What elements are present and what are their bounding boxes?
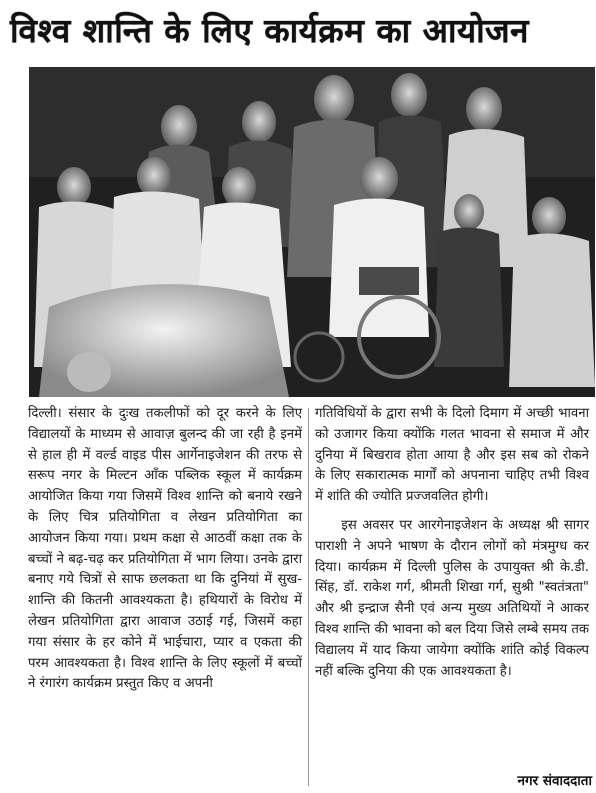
- article-paragraph: इस अवसर पर आरगेनाइजेशन के अध्यक्ष श्री सागर पाराशी ने अपने भाषण के दौरान लोगों को मंत्रमुग्ध कर दिया। कार्यक्रम में दिल्ली पुलिस के उपायुक्त श्री के.डी. सिंह, डॉ. राकेश गर्ग, श्रीमती शिखा गर्ग, सुश्री "स्वतंत्रता" और श्री इन्द्राज सैनी एवं अन्य मुख्य अतिथियों ने आकर विश्व शान्ति की भावना को बल दिया जिसे लम्बे समय तक विद्यालय में याद किया जायेगा क्योंकि शांति कोई विकल्प नहीं बल्कि दुनिया की एक आवश्यकता है।: [315, 517, 589, 679]
- article-column-left: [28, 404, 302, 695]
- article-paragraph: गतिविधियों के द्वारा सभी के दिलो दिमाग में अच्छी भावना को उजागर किया क्योंकि गलत भावना से समाज में और दुनिया में बिखराव होता आया है और इस सब को रोकने के लिए सकारात्मक मार्गों को अपनाना चाहिए तभी विश्व में शांति की ज्योति प्रज्जवलित होगी।: [315, 406, 589, 505]
- headline: विश्व शान्ति के लिए कार्यक्रम का आयोजन: [10, 11, 529, 50]
- article-paragraph: दिल्ली। संसार के दुःख तकलीफों को दूर करने के लिए विद्यालयों के माध्यम से आवाज़ बुलन्द की जा रही है इनमें से हाल ही में वर्ल्ड वाइड पीस आर्गेनाइजेशन की तरफ से सरूप नगर के मिल्टन आँक पब्लिक स्कूल में कार्यक्रम आयोजित किया गया जिसमें विश्व शान्ति को बनाये रखने के लिए चित्र प्रतियोगिता व लेखन प्रतियोगिता का आयोजन किया गया। प्रथम कक्षा से आठवीं कक्षा तक के बच्चों ने बढ़-चढ़ कर प्रतियोगिता में भाग लिया। उनके द्वारा बनाए गये चित्रों से साफ छलकता था कि दुनियां में सुख-शान्ति की कितनी आवश्यकता है। हथियारों के विरोध में लेखन प्रतियोगिता द्वारा आवाज उठाई गई, जिसमें कहा गया संसार के हर कोने में भाईचारा, प्यार व एकता की परम आवश्यकता है। विश्व शान्ति के लिए स्कूलों में बच्चों ने रंगारंग कार्यक्रम प्रस्तुत किए व अपनी: [28, 406, 302, 692]
- article-body: [28, 404, 594, 789]
- group-photo-image: [29, 67, 595, 397]
- column-divider: [308, 408, 309, 786]
- news-photo: [29, 67, 595, 397]
- article-column-right: [315, 404, 589, 682]
- byline: नगर संवाददाता: [517, 773, 592, 789]
